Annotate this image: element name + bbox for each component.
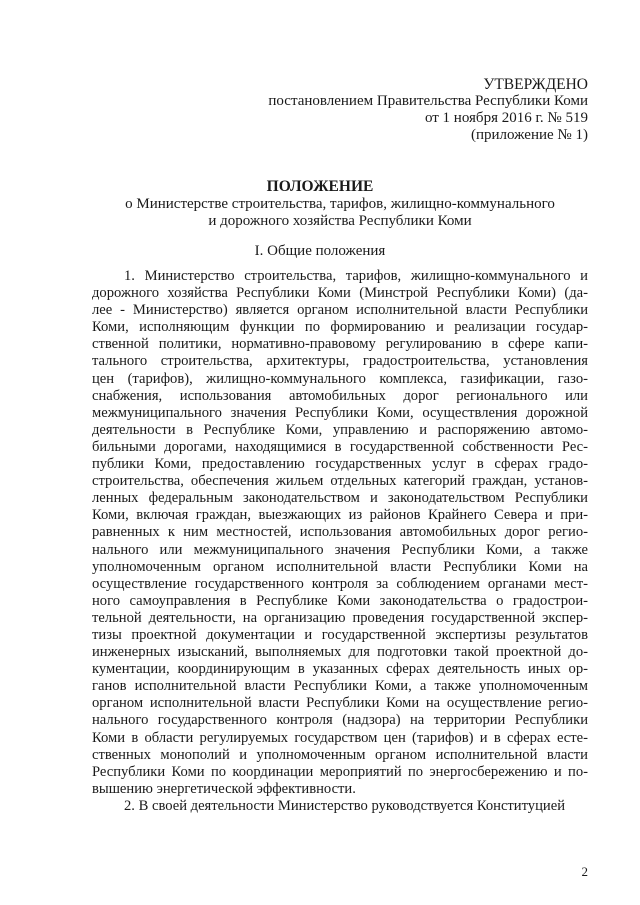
paragraph-1-line: органом исполнительной власти Республики Коми на осуществление регио-: [92, 695, 588, 712]
paragraph-1-line: ганов исполнительной власти Республики Коми, а также уполномоченным: [92, 678, 588, 695]
paragraph-1-line: дорожного хозяйства Республики Коми (Минстрой Республики Коми) (да-: [92, 285, 588, 302]
paragraph-1-line: цен (тарифов), жилищно-коммунального комплекса, газификации, газо-: [92, 370, 588, 387]
paragraph-1-line: Коми, исполняющим функции по формированию и реализации государ-: [92, 319, 588, 336]
paragraph-1-line: нального или межмуниципального значения Республики Коми, а также: [92, 541, 588, 558]
paragraph-1-line: Коми, включая граждан, выезжающих из районов Крайнего Севера и при-: [92, 507, 588, 524]
paragraph-1-line: уполномоченным органом исполнительной власти Республики Коми на: [92, 558, 588, 575]
paragraph-1-line: равненных к ним местностей, использования автомобильных дорог регио-: [92, 524, 588, 541]
approval-appendix: (приложение № 1): [470, 127, 588, 143]
paragraph-1-line: осуществление государственного контроля за соблюдением органами мест-: [92, 575, 588, 592]
subtitle-line: и дорожного хозяйства Республики Коми: [208, 213, 472, 229]
paragraph-1-line: публики Коми, предоставлению государственных услуг в сферах градо-: [92, 456, 588, 473]
paragraph-1-line: ленных федеральным законодательством и законодательством Республики: [92, 490, 588, 507]
paragraph-1-line: инженерных изысканий, выполняемых для подготовки такой проектной до-: [92, 644, 588, 661]
approval-stamp: [268, 76, 588, 144]
body-text: [92, 268, 588, 815]
paragraph-1-line: тального строительства, архитектуры, градостроительства, установления: [92, 353, 588, 370]
approval-date: от 1 ноября 2016 г. № 519: [424, 110, 588, 126]
paragraph-1-line: строительства, обеспечения жильем отдельных категорий граждан, установ-: [92, 473, 588, 490]
paragraph-1-line: деятельности в Республике Коми, управлению и распоряжению автомо-: [92, 421, 588, 438]
paragraph-1-line: кументации, координирующим в указанных сферах деятельность иных ор-: [92, 661, 588, 678]
paragraph-1-line: ственных монополий и уполномоченным органом исполнительной власти: [92, 746, 588, 763]
paragraph-1-line: Республики Коми по координации мероприятий по энергосбережению и по-: [92, 763, 588, 780]
approval-heading: УТВЕРЖДЕНО: [483, 76, 588, 93]
paragraph-1: [92, 268, 588, 798]
paragraph-1-line: вышению энергетической эффективности.: [92, 780, 356, 797]
approval-resolution: постановлением Правительства Республики Коми: [268, 93, 588, 109]
paragraph-2-line: 2. В своей деятельности Министерство руководствуется Конституцией: [124, 797, 566, 814]
paragraph-1-line: лее - Министерство) является органом исполнительной власти Республики: [92, 302, 588, 319]
paragraph-1-line: тельной деятельности, на организацию проведения государственной экспер-: [92, 609, 588, 626]
paragraph-1-line: нального государственного контроля (надзора) на территории Республики: [92, 712, 588, 729]
document-subtitle: [100, 196, 580, 230]
paragraph-1-line: бильными дорогами, находящимися в государственной собственности Рес-: [92, 438, 588, 455]
paragraph-1-line: ственной политики, нормативно-правовому регулированию в сфере капи-: [92, 336, 588, 353]
paragraph-1-line: Коми в области регулируемых государством цен (тарифов) и в сферах есте-: [92, 729, 588, 746]
paragraph-1-line: 1. Министерство строительства, тарифов, жилищно-коммунального и: [124, 268, 588, 284]
page-number: 2: [581, 864, 588, 879]
document-title: ПОЛОЖЕНИЕ: [266, 178, 374, 195]
paragraph-1-line: тизы проектной документации и государственной экспертизы результатов: [92, 626, 588, 643]
subtitle-line: о Министерстве строительства, тарифов, жилищно-коммунального: [125, 196, 555, 212]
paragraph-1-line: межмуниципального значения Республики Коми, осуществления дорожной: [92, 404, 588, 421]
paragraph-1-line: снабжения, использования автомобильных дорог регионального или: [92, 387, 588, 404]
section-heading: I. Общие положения: [254, 243, 386, 259]
paragraph-1-line: ного самоуправления в Республике Коми законодательства о градострои-: [92, 592, 588, 609]
